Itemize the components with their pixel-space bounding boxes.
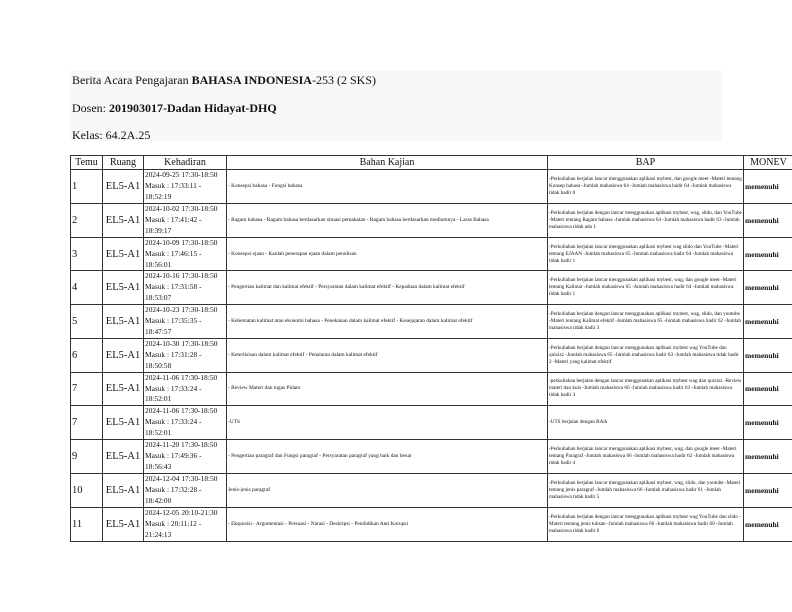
cell-bap: -Perkuliahan berjalan dengan lancar menggunakan aplikasi mybest wag YouTube dan quizizz -Jumlah mahasiswa 65 -Jumlah mahasiswa hadir 63 -Jumlah mahasiswa tidak hadir 2 -Materi yang kalimat efektif — [548, 338, 744, 372]
cell-bahan-kajian: Jenis-jenis paragraf — [227, 474, 548, 508]
check-in-time: Masuk : 17:33:24 - — [145, 417, 202, 427]
attendance-table — [70, 155, 792, 542]
cell-bap: -Perkuliahan berjalan dengan lancar menggunakan aplikasi mybest, wag, slido, dan YouTube -Materi tentang Ragam bahasa -Jumlah mahasiswa 64 -Jumlah mahasiswa hadir 63 -Jumlah mahasiswa tidak ada 1 — [548, 204, 744, 238]
cell-temu: 2 — [71, 204, 103, 238]
cell-bahan-kajian: - Ragam bahasa - Ragam bahasa berdasarkan situasi pemakaian - Ragam bahasa berdasarkan mediumnya - Laras Bahasa — [227, 204, 548, 238]
cell-kehadiran — [144, 271, 227, 304]
table-row — [71, 271, 792, 304]
table-header-row — [71, 156, 792, 170]
check-out-time: 18:56:43 — [145, 462, 172, 472]
cell-monev: memenuhi — [744, 304, 792, 338]
cell-kehadiran — [144, 474, 227, 508]
table-row — [71, 440, 792, 474]
check-out-time: 18:53:07 — [145, 292, 172, 302]
cell-ruang: EL5-A1 — [103, 204, 144, 238]
cell-bap: -Perkuliahan berjalan dengan lancar menggunakan aplikasi mybest wag YouTube dan slido -Materi tentang jenis tulisan -Jumlah mahasiswa 66 -Jumlah mahasiswa hadir 60 -Jumlah mahasiswa tidak hadir 6 — [548, 508, 744, 542]
check-out-time: 18:52:01 — [145, 428, 172, 438]
cell-bap: -Perkuliahan berjalan dengan lancar menggunakan aplikasi mybest, wag, slido, dan youtube -Materi tentang Kalimat efektif -Jumlah mahasiswa 65 -Jumlah mahasiswa hadir 62 -Jumlah mahasiswa tidak hadir 3 — [548, 304, 744, 338]
cell-monev: memenuhi — [744, 508, 792, 542]
table-row — [71, 170, 792, 204]
cell-ruang: EL5-A1 — [103, 440, 144, 474]
cell-ruang: EL5-A1 — [103, 338, 144, 372]
check-out-time: 21:24:13 — [145, 530, 172, 540]
check-out-time: 18:56:01 — [145, 259, 172, 269]
schedule-time: 2024-11-06 17:30-18:50 — [145, 372, 218, 382]
cell-kehadiran — [144, 204, 227, 238]
cell-kehadiran — [144, 372, 227, 405]
lecturer-line: Dosen: 201903017-Dadan Hidayat-DHQ — [72, 101, 277, 115]
check-in-time: Masuk : 17:49:36 - — [145, 451, 202, 461]
cell-ruang: EL5-A1 — [103, 238, 144, 271]
cell-kehadiran — [144, 304, 227, 338]
column-header-bap: BAP — [548, 156, 744, 170]
document-header — [70, 71, 722, 141]
cell-temu: 7 — [71, 406, 103, 440]
check-in-time: Masuk : 17:33:11 - — [145, 181, 202, 191]
cell-monev: memenuhi — [744, 204, 792, 238]
cell-temu: 4 — [71, 271, 103, 304]
cell-ruang: EL5-A1 — [103, 406, 144, 440]
table-row — [71, 372, 792, 405]
cell-monev: memenuhi — [744, 338, 792, 372]
cell-monev: memenuhi — [744, 170, 792, 204]
schedule-time: 2024-12-05 20:10-21:30 — [145, 508, 218, 518]
table-row — [71, 406, 792, 440]
course-name: BAHASA INDONESIA — [191, 73, 312, 87]
cell-monev: memenuhi — [744, 238, 792, 271]
check-in-time: Masuk : 17:41:42 - — [145, 215, 202, 225]
cell-ruang: EL5-A1 — [103, 304, 144, 338]
cell-bap: -Perkuliahan berjalan lancar menggunakan aplikasi mybest, dan google meet -Materi tentang Konsep bahasa -Jumlah mahasiswa 64 -Jumlah mahasiswa hadir 64 -Jumlah mahasiswa tidak hadir 0 — [548, 170, 744, 204]
schedule-time: 2024-10-09 17:30-18:50 — [145, 238, 218, 247]
check-out-time: 18:52:19 — [145, 191, 172, 201]
cell-kehadiran — [144, 508, 227, 542]
cell-bahan-kajian: - Pengertian kalimat dan kalimat efektif - Persyaratan dalam kalimat efektif - Kepaduan dalam kalimat efektif — [227, 271, 548, 304]
cell-bahan-kajian: - Kehematan kalimat atau ekonomi bahasa - Penekanan dalam kalimat efektif - Kesejajaran dalam kalimat efektif — [227, 304, 548, 338]
cell-ruang: EL5-A1 — [103, 508, 144, 542]
cell-temu: 10 — [71, 474, 103, 508]
cell-ruang: EL5-A1 — [103, 271, 144, 304]
column-header-monev: MONEV — [744, 156, 792, 170]
cell-ruang: EL5-A1 — [103, 372, 144, 405]
column-header-bahan-kajian: Bahan Kajian — [227, 156, 548, 170]
column-header-kehadiran: Kehadiran — [144, 156, 227, 170]
table-row — [71, 204, 792, 238]
table-row — [71, 508, 792, 542]
cell-kehadiran — [144, 170, 227, 204]
check-in-time: Masuk : 17:31:58 - — [145, 282, 202, 292]
lecturer-name: 201903017-Dadan Hidayat-DHQ — [109, 101, 277, 115]
schedule-time: 2024-10-16 17:30-18:50 — [145, 271, 218, 281]
cell-ruang: EL5-A1 — [103, 170, 144, 204]
schedule-time: 2024-11-06 17:30-18:50 — [145, 406, 218, 416]
cell-bahan-kajian: - Keterlisisan dalam kalimat efektif - Penalaran dalam kalimat efektif — [227, 338, 548, 372]
table-row — [71, 304, 792, 338]
table-row — [71, 238, 792, 271]
check-in-time: Masuk : 17:31:28 - — [145, 349, 202, 359]
document-title: Berita Acara Pengajaran BAHASA INDONESIA-253 (2 SKS) — [72, 73, 376, 87]
cell-temu: 3 — [71, 238, 103, 271]
cell-monev: memenuhi — [744, 372, 792, 405]
check-out-time: 18:52:01 — [145, 394, 172, 404]
schedule-time: 2024-10-02 17:30-18:50 — [145, 204, 218, 214]
check-in-time: Masuk : 17:35:35 - — [145, 315, 202, 325]
cell-bahan-kajian: -UTS — [227, 406, 548, 440]
cell-bap: -Perkuliahan berjalan lancar menggunakan aplikasi mybest wag slido dan YouTube -Materi tentang EJAAN -Jumlah mahasiswa 65 -Jumlah mahasiswa hadir 64 -Jumlah mahasiswa tidak hadir 1 — [548, 238, 744, 271]
check-in-time: Masuk : 17:32:28 - — [145, 485, 202, 495]
check-in-time: Masuk : 17:33:24 - — [145, 383, 202, 393]
cell-bap: -Perkuliahan berjalan lancar menggunakan aplikasi mybest, wag, slido, dan youtube -Materi tentang jenis paragraf -Jumlah mahasiswa 66 -Jumlah mahasiswa hadir 61 -Jumlah mahasiswa tidak hadir 5 — [548, 474, 744, 508]
cell-monev: memenuhi — [744, 440, 792, 474]
column-header-ruang: Ruang — [103, 156, 144, 170]
cell-bap: -UTS berjalan dengan BAik — [548, 406, 744, 440]
cell-temu: 6 — [71, 338, 103, 372]
cell-monev: memenuhi — [744, 406, 792, 440]
cell-kehadiran — [144, 338, 227, 372]
cell-bahan-kajian: - Konsepsi bahasa - Fungsi bahasa — [227, 170, 548, 204]
cell-bap: -Perkuliahan berjalan lancar menggunakan aplikasi mybest, wag, dan google meet -Materi tentang Kalimat -Jumlah mahasiswa 65 -Jumlah mahasiswa hadir 64 -Jumlah mahasiswa tidak hadir 1 — [548, 271, 744, 304]
check-out-time: 18:39:17 — [145, 225, 172, 235]
schedule-time: 2024-10-23 17:30-18:50 — [145, 305, 218, 315]
class-value: 64.2A.25 — [105, 128, 151, 142]
cell-ruang: EL5-A1 — [103, 474, 144, 508]
cell-bahan-kajian: - Review Materi dan tugas Pidato — [227, 372, 548, 405]
check-out-time: 18:47:57 — [145, 326, 172, 336]
check-in-time: Masuk : 17:46:15 - — [145, 248, 202, 258]
schedule-time: 2024-09-25 17:30-18:50 — [145, 170, 218, 180]
cell-bahan-kajian: - Eksposisi - Argumentasi - Persuasi - Narasi - Deskripsi - Pendidikan Anti Korupsi — [227, 508, 548, 542]
cell-temu: 11 — [71, 508, 103, 542]
schedule-time: 2024-12-04 17:30-18:50 — [145, 474, 218, 484]
cell-kehadiran — [144, 238, 227, 271]
cell-bap: -Perkuliahan berjalan lancar menggunakan aplikasi mybest, wag, dan google meet -Materi tentang Paragraf -Jumlah mahasiswa 66 -Jumlah mahasiswa hadir 62 -Jumlah mahasiswa tidak hadir 4 — [548, 440, 744, 474]
cell-monev: memenuhi — [744, 271, 792, 304]
cell-kehadiran — [144, 440, 227, 474]
cell-temu: 5 — [71, 304, 103, 338]
schedule-time: 2024-11-20 17:30-18:50 — [145, 440, 218, 450]
table-row — [71, 474, 792, 508]
class-line: Kelas: 64.2A.25 — [72, 128, 151, 142]
cell-temu: 1 — [71, 170, 103, 204]
cell-bahan-kajian: - Konsepsi ejaan - Kaidah penerapan ejaan dalam penulisan — [227, 238, 548, 271]
schedule-time: 2024-10-30 17:30-18:50 — [145, 339, 218, 349]
check-in-time: Masuk : 20:11:12 - — [145, 519, 202, 529]
cell-bahan-kajian: - Pengertian paragraf dan Fungsi paragraf - Persyaratan paragraf yang baik dan benar — [227, 440, 548, 474]
cell-monev: memenuhi — [744, 474, 792, 508]
check-out-time: 18:50:58 — [145, 360, 172, 370]
check-out-time: 18:42:00 — [145, 496, 172, 506]
column-header-temu: Temu — [71, 156, 103, 170]
cell-bap: -perkuliahan berjalan dengan lancar menggunakan aplikasi mybest wag dan quizizz -Review materi dan kuis -Jumlah mahasiswa 66 -Jumlah mahasiswa hadir 63 -Jumlah mahasiswa tidak hadir 3 — [548, 372, 744, 405]
table-row — [71, 338, 792, 372]
cell-temu: 7 — [71, 372, 103, 405]
cell-temu: 9 — [71, 440, 103, 474]
cell-kehadiran — [144, 406, 227, 440]
